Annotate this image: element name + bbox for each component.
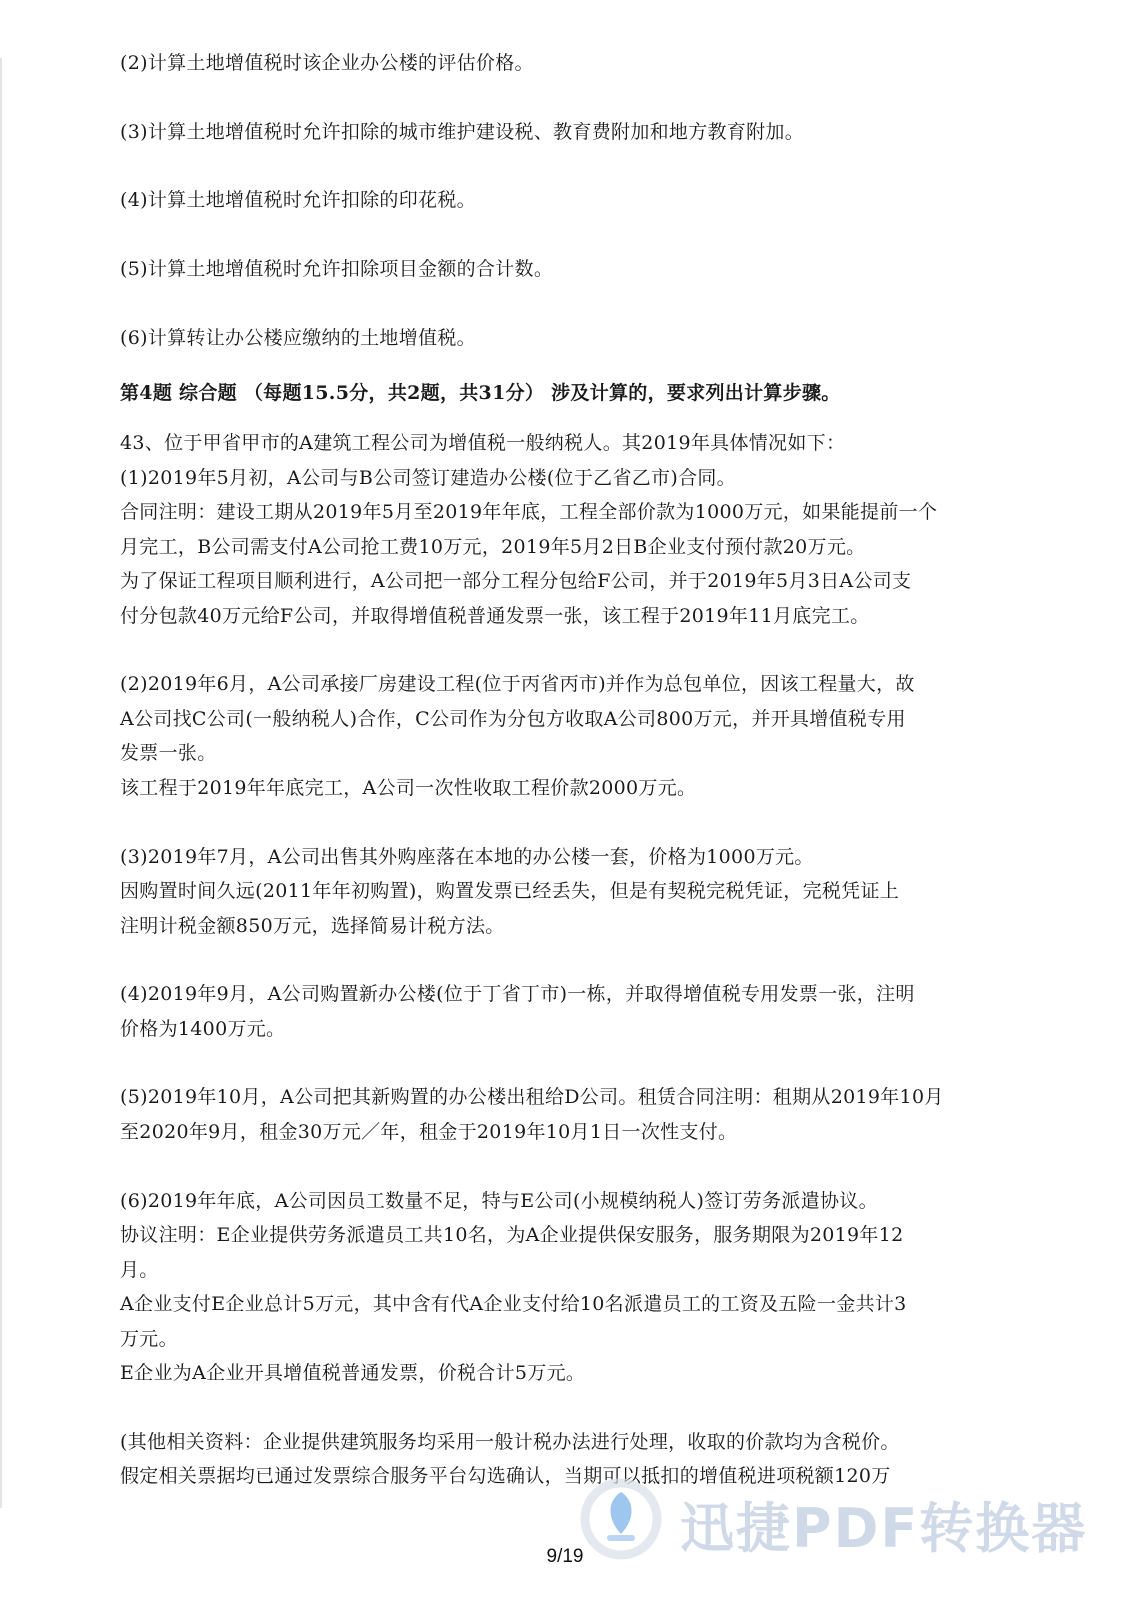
body-line: (2)2019年6月，A公司承接厂房建设工程(位于丙省丙市)并作为总包单位，因该工程量大，故: [120, 673, 915, 695]
body-line: (4)2019年9月，A公司购置新办公楼(位于丁省丁市)一栋，并取得增值税专用发票一张，注明: [120, 983, 915, 1005]
body-line: A企业支付E企业总计5万元，其中含有代A企业支付给10名派遣员工的工资及五险一金共计3: [120, 1293, 907, 1315]
body-line: (其他相关资料：企业提供建筑服务均采用一般计税办法进行处理，收取的价款均为含税价。: [120, 1431, 900, 1453]
body-line: 为了保证工程项目顺利进行，A公司把一部分工程分包给F公司，并于2019年5月3日A公司支: [120, 570, 912, 592]
question-line: (4)计算土地增值税时允许扣除的印花税。: [120, 189, 476, 211]
body-line: 至2020年9月，租金30万元／年，租金于2019年10月1日一次性支付。: [120, 1121, 738, 1143]
body-line: (1)2019年5月初，A公司与B公司签订建造办公楼(位于乙省乙市)合同。: [120, 467, 736, 489]
body-line: 假定相关票据均已通过发票综合服务平台勾选确认，当期可以抵扣的增值税进项税额120万: [120, 1465, 891, 1487]
body-line: 合同注明：建设工期从2019年5月至2019年年底，工程全部价款为1000万元，如果能提前一个: [120, 501, 938, 523]
watermark-text: 迅捷PDF转换器: [680, 1497, 1088, 1560]
body-line: 发票一张。: [120, 742, 217, 764]
body-line: A公司找C公司(一般纳税人)合作，C公司作为分包方收取A公司800万元，并开具增值税专用: [120, 708, 906, 730]
body-line: 万元。: [120, 1328, 178, 1350]
section-heading: 第4题 综合题 （每题15.5分，共2题，共31分） 涉及计算的，要求列出计算步骤。: [120, 382, 841, 404]
body-line: 注明计税金额850万元，选择简易计税方法。: [120, 915, 505, 937]
body-line: E企业为A企业开具增值税普通发票，价税合计5万元。: [120, 1362, 586, 1384]
body-line: (5)2019年10月，A公司把其新购置的办公楼出租给D公司。租赁合同注明：租期从2019年10月: [120, 1086, 944, 1108]
body-line: 月完工，B公司需支付A公司抢工费10万元，2019年5月2日B企业支付预付款20万元。: [120, 536, 866, 558]
body-line: 协议注明：E企业提供劳务派遣员工共10名，为A企业提供保安服务，服务期限为2019年12: [120, 1224, 904, 1246]
question-line: (2)计算土地增值税时该企业办公楼的评估价格。: [120, 52, 534, 74]
body-line: (6)2019年年底，A公司因员工数量不足，特与E公司(小规模纳税人)签订劳务派遣协议。: [120, 1190, 878, 1212]
page-edge: [0, 58, 2, 1508]
body-line: 该工程于2019年年底完工，A公司一次性收取工程价款2000万元。: [120, 777, 697, 799]
body-line: 付分包款40万元给F公司，并取得增值税普通发票一张，该工程于2019年11月底完工。: [120, 605, 870, 627]
body-line: 因购置时间久远(2011年年初购置)，购置发票已经丢失，但是有契税完税凭证，完税凭证上: [120, 880, 900, 902]
body-line: 价格为1400万元。: [120, 1018, 286, 1040]
question-line: (3)计算土地增值税时允许扣除的城市维护建设税、教育费附加和地方教育附加。: [120, 121, 805, 143]
question-intro: 43、位于甲省甲市的A建筑工程公司为增值税一般纳税人。其2019年具体情况如下：: [120, 432, 846, 454]
body-line: 月。: [120, 1259, 159, 1281]
body-line: (3)2019年7月，A公司出售其外购座落在本地的办公楼一套，价格为1000万元。: [120, 846, 814, 868]
question-line: (5)计算土地增值税时允许扣除项目金额的合计数。: [120, 258, 554, 280]
page-number: 9/19: [546, 1546, 584, 1567]
question-line: (6)计算转让办公楼应缴纳的土地增值税。: [120, 327, 476, 349]
